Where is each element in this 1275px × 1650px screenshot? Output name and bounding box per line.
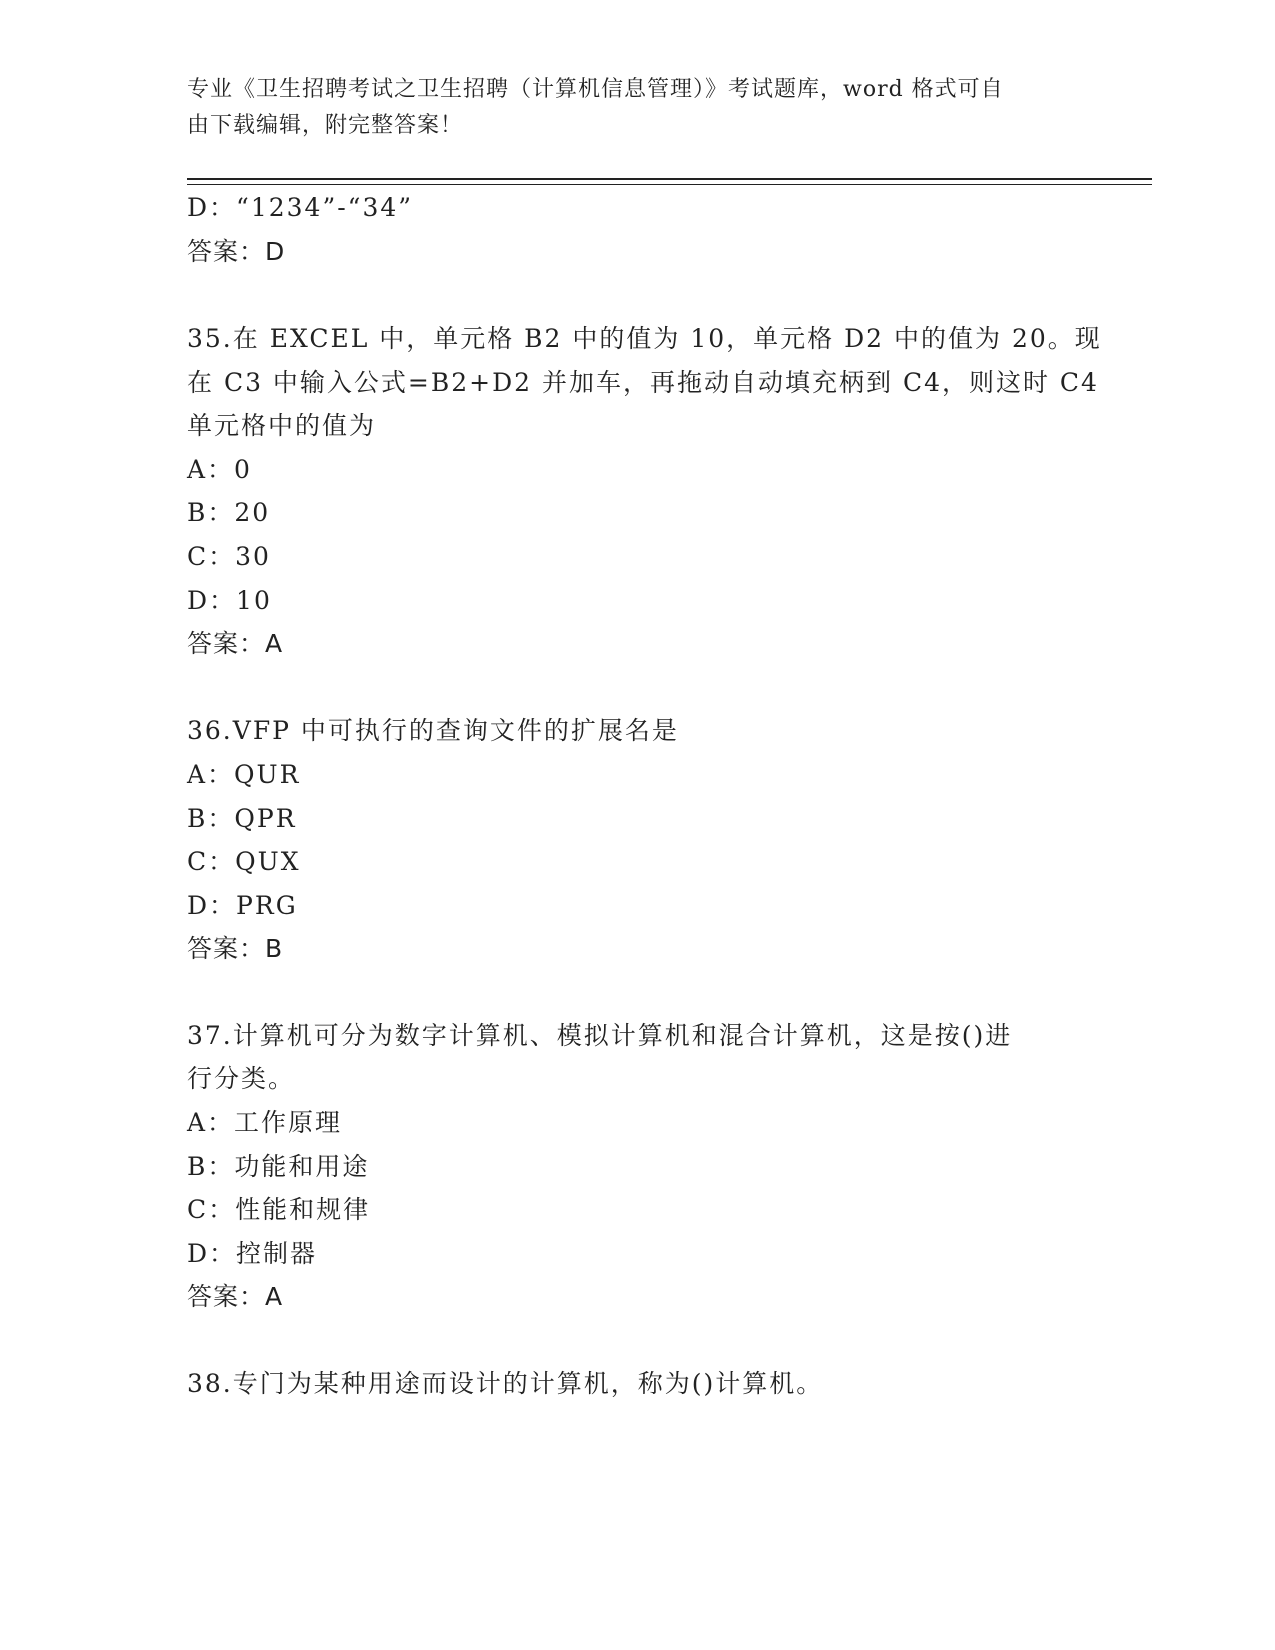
header-line-1: 专业《卫生招聘考试之卫生招聘（计算机信息管理）》考试题库，word 格式可自 — [187, 77, 1004, 102]
q36-stem-line-1: 36.VFP 中可执行的查询文件的扩展名是 — [187, 716, 679, 745]
q36-option-c: C：QUX — [187, 847, 301, 876]
q36-option-b: B：QPR — [187, 804, 297, 833]
header-divider-thick — [187, 178, 1152, 180]
q36-option-a: A：QUR — [187, 760, 301, 789]
q35-stem-line-1: 35.在 EXCEL 中，单元格 B2 中的值为 10，单元格 D2 中的值为 20。现 — [187, 324, 1102, 353]
q35-stem-line-2: 在 C3 中输入公式=B2+D2 并加车，再拖动自动填充柄到 C4，则这时 C4 — [187, 368, 1099, 397]
q36-answer: 答案：B — [187, 934, 284, 963]
q38-stem-line-1: 38.专门为某种用途而设计的计算机，称为()计算机。 — [187, 1369, 824, 1398]
q37-option-a: A：工作原理 — [187, 1108, 343, 1137]
q35-option-b: B：20 — [187, 498, 271, 527]
q37-stem-line-2: 行分类。 — [187, 1064, 296, 1093]
q35-stem-line-3: 单元格中的值为 — [187, 411, 377, 440]
q37-stem-line-1: 37.计算机可分为数字计算机、模拟计算机和混合计算机，这是按()进 — [187, 1021, 1013, 1050]
header-divider-thin — [187, 184, 1152, 185]
prev-answer: 答案：D — [187, 237, 286, 266]
q37-option-d: D：控制器 — [187, 1239, 318, 1268]
q35-option-d: D：10 — [187, 586, 272, 615]
q37-option-b: B：功能和用途 — [187, 1152, 370, 1181]
q35-option-a: A：0 — [187, 455, 252, 484]
q35-option-c: C：30 — [187, 542, 271, 571]
q37-answer: 答案：A — [187, 1282, 284, 1311]
header-line-2: 由下载编辑，附完整答案！ — [187, 113, 464, 138]
prev-option-d: D：“1234”-“34” — [187, 193, 414, 222]
q37-option-c: C：性能和规律 — [187, 1195, 371, 1224]
document-header — [187, 72, 1067, 144]
q36-option-d: D：PRG — [187, 891, 298, 920]
q35-answer: 答案：A — [187, 629, 284, 658]
